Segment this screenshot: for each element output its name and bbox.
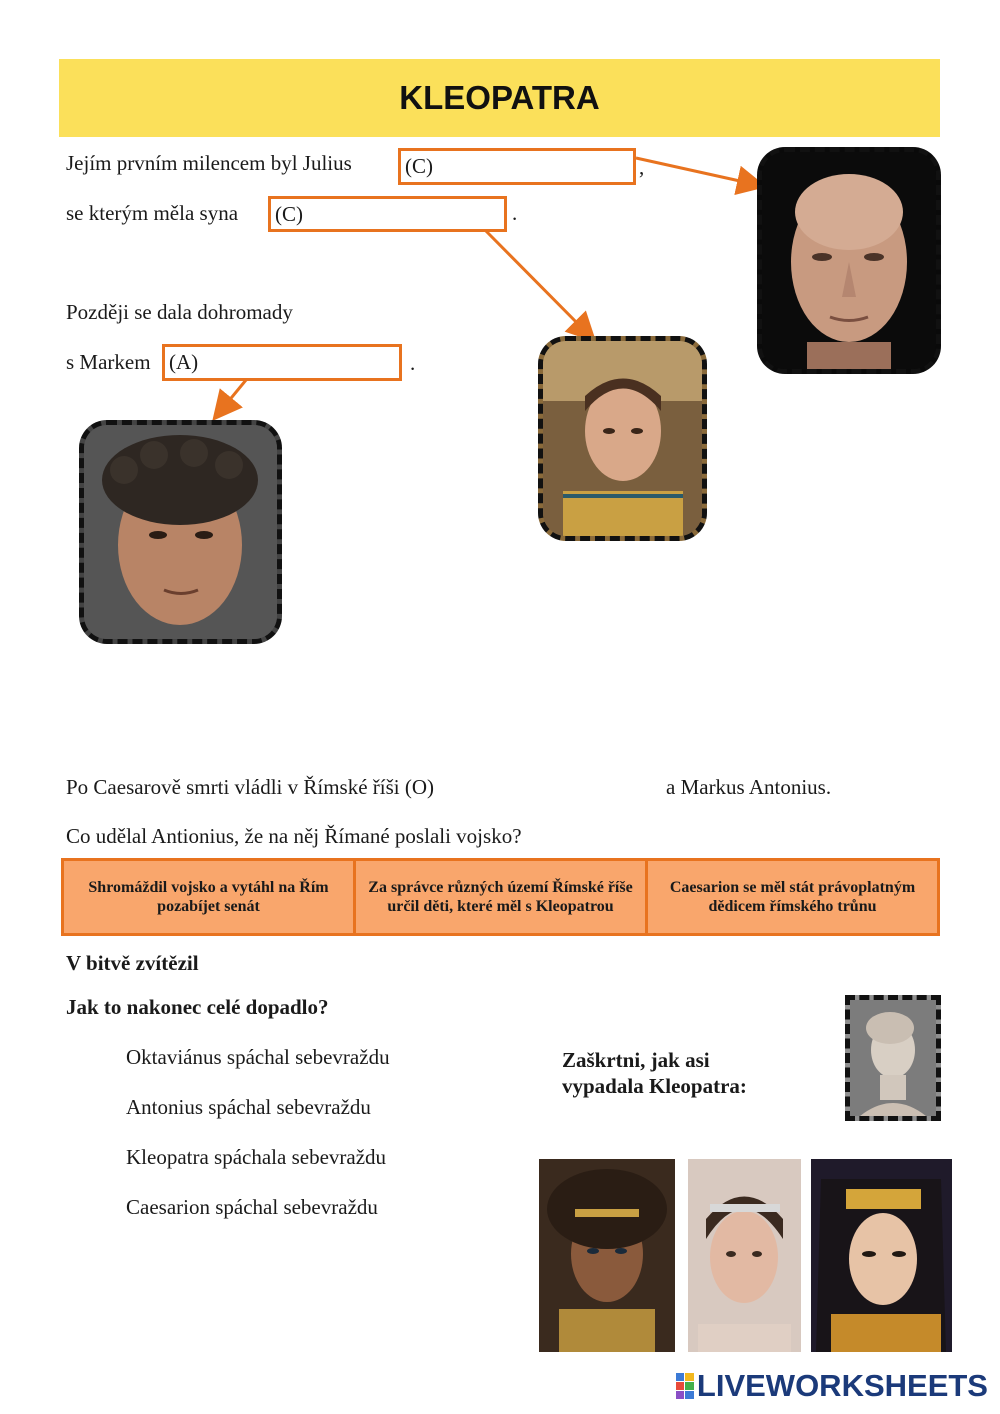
comma: , [639, 155, 645, 179]
text-markus: a Markus Antonius. [666, 775, 832, 799]
liveworksheets-logo-icon [676, 1373, 694, 1399]
portrait-cleopatra-1[interactable] [539, 1159, 675, 1352]
choice-caesarion[interactable]: Caesarion spáchal sebevraždu [126, 1195, 378, 1219]
options-row [61, 858, 940, 936]
box-hint-julius: (C) [405, 154, 433, 178]
choice-kleopatra[interactable]: Kleopatra spáchala sebevraždu [126, 1145, 387, 1169]
choice-oktavianus[interactable]: Oktaviánus spáchal sebevraždu [126, 1045, 390, 1069]
option-2[interactable]: Za správce různých území Římské říše určil děti, které měl s Kleopatrou [356, 861, 648, 933]
portrait-cleopatra-2[interactable] [688, 1159, 801, 1352]
choice-antonius[interactable]: Antonius spáchal sebevraždu [126, 1095, 371, 1119]
answer-box-marek[interactable] [162, 344, 402, 381]
answer-box-julius[interactable] [398, 148, 636, 185]
logo-text: LIVEWORKSHEETS [696, 1368, 988, 1403]
text-after-caesar: Po Caesarově smrti vládli v Římské říši (O) [66, 775, 435, 799]
check-prompt-line2: vypadala Kleopatra: [562, 1074, 747, 1098]
option-3[interactable]: Caesarion se měl stát právoplatným dědicem římského trůnu [669, 879, 916, 915]
question-antonius: Co udělal Antionius, že na něj Římané poslali vojsko? [66, 824, 522, 848]
option-1[interactable]: Shromáždil vojsko a vytáhl na Řím pozabíjet senát [64, 861, 356, 933]
box-hint-marek: (A) [169, 350, 199, 374]
answer-box-son[interactable] [268, 196, 507, 232]
arrow-antonius [218, 380, 246, 414]
text-line-julius: Jejím prvním milencem byl Julius [66, 151, 352, 175]
page-title: KLEOPATRA [399, 79, 600, 116]
outcome-question: Jak to nakonec celé dopadlo? [66, 995, 329, 1019]
period-1: . [512, 201, 518, 225]
arrow-caesarion [485, 230, 590, 336]
period-2: . [410, 351, 416, 375]
portrait-cleopatra-3[interactable] [811, 1159, 952, 1352]
check-prompt-line1: Zaškrtni, jak asi [562, 1048, 710, 1072]
box-hint-son: (C) [275, 201, 303, 226]
bust-cleopatra [845, 995, 941, 1121]
portrait-caesar [757, 147, 941, 374]
arrow-caesar [636, 158, 758, 185]
battle-winner-text: V bitvě zvítězil [66, 951, 199, 975]
text-line-later: Později se dala dohromady [66, 300, 293, 324]
portrait-antonius [79, 420, 282, 644]
liveworksheets-logo [676, 1368, 988, 1404]
text-line-marek: s Markem [66, 350, 151, 374]
text-line-son: se kterým měla syna [66, 201, 239, 225]
portrait-caesarion [538, 336, 707, 541]
